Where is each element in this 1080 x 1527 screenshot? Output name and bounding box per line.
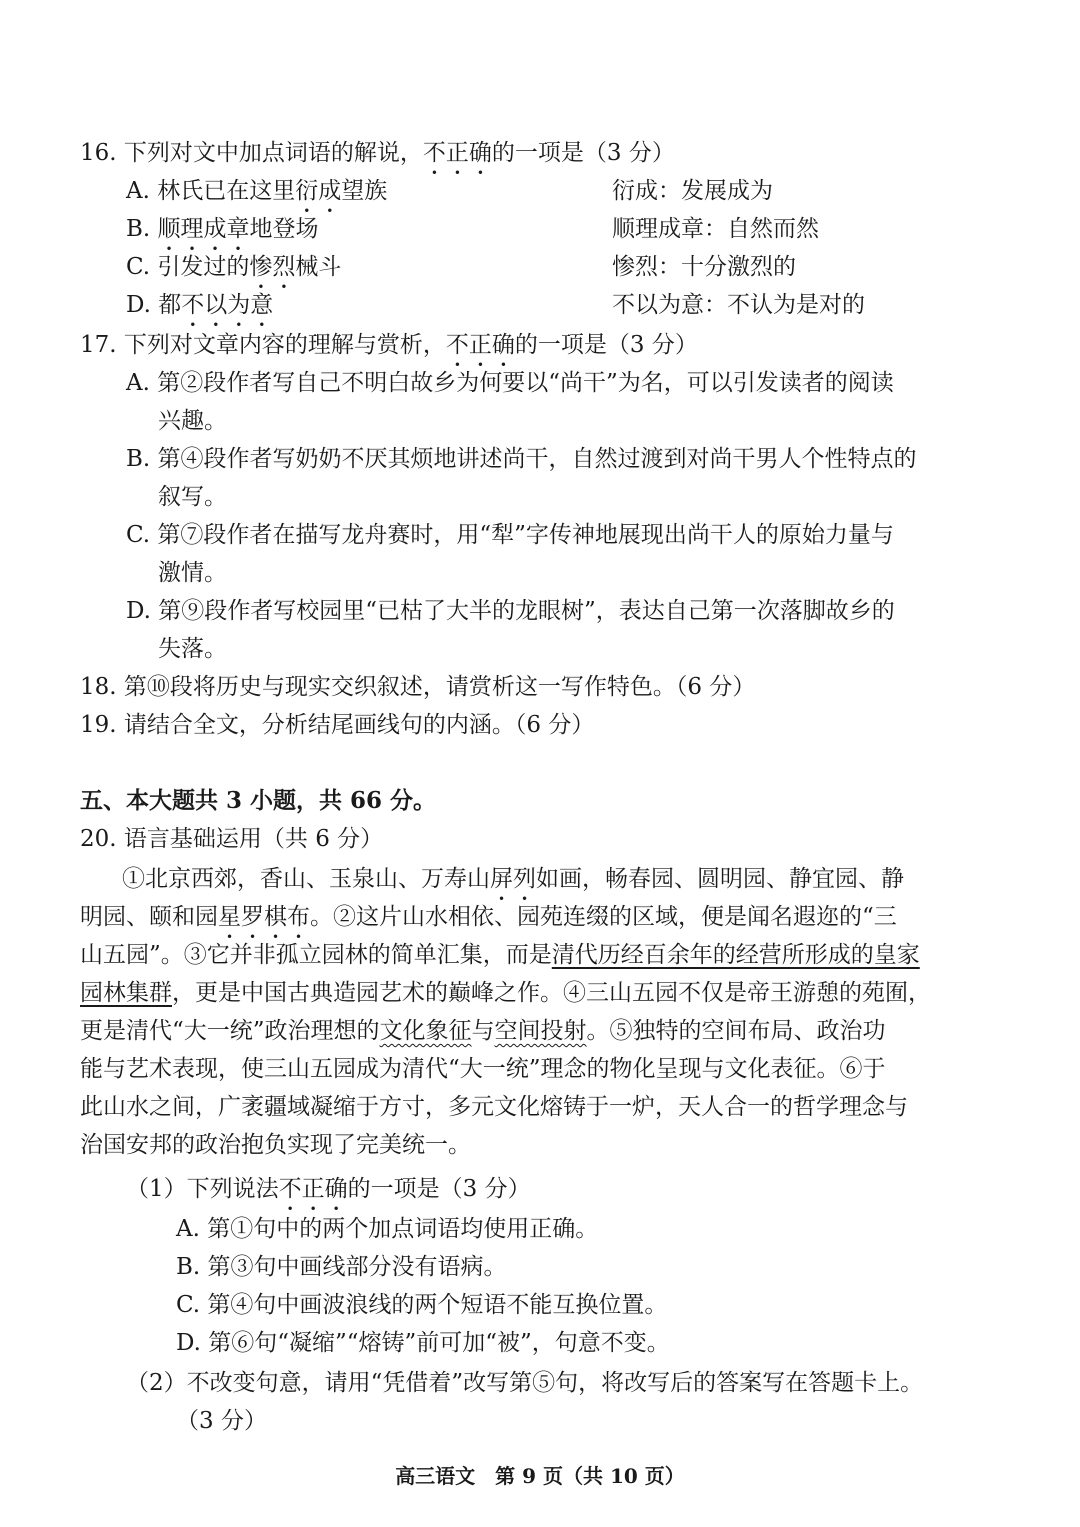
page-footer: 高三语文 第 9 页（共 10 页） xyxy=(395,1464,685,1488)
q16-option-b: B. 顺理成章地登场 xyxy=(126,216,319,242)
q16-option-a: A. 林氏已在这里衍成望族 xyxy=(126,178,388,204)
q20-title: 20. 语言基础运用（共 6 分） xyxy=(80,826,384,852)
q20-sub1-option-c: C. 第④句中画波浪线的两个短语不能互换位置。 xyxy=(176,1292,668,1318)
q17-option-d-line2: 失落。 xyxy=(158,636,227,662)
q18: 18. 第⑩段将历史与现实交织叙述，请赏析这一写作特色。（6 分） xyxy=(80,674,756,700)
q16-option-d: D. 都不以为意 xyxy=(126,292,274,318)
section-5-heading: 五、本大题共 3 小题，共 66 分。 xyxy=(80,787,437,814)
q16-option-c: C. 引发过的惨烈械斗 xyxy=(126,254,342,280)
passage-line-5: 更是清代“大一统”政治理想的文化象征与空间投射。⑤独特的空间布局、政治功 xyxy=(80,1018,886,1044)
q16-gloss-b: 顺理成章：自然而然 xyxy=(612,216,819,242)
passage-line-8: 治国安邦的政治抱负实现了完美统一。 xyxy=(80,1132,471,1158)
q20-sub1-option-a: A. 第①句中的两个加点词语均使用正确。 xyxy=(176,1216,599,1242)
q20-sub2-points: （3 分） xyxy=(176,1408,267,1434)
q20-sub1-option-d: D. 第⑥句“凝缩”“熔铸”前可加“被”，句意不变。 xyxy=(176,1330,670,1356)
q17-option-a-line2: 兴趣。 xyxy=(158,408,227,434)
q17-stem: 17. 下列对文章内容的理解与赏析，不正确的一项是（3 分） xyxy=(80,332,698,358)
q17-option-b-line1: B. 第④段作者写奶奶不厌其烦地讲述尚干，自然过渡到对尚干男人个性特点的 xyxy=(126,446,917,472)
passage-line-6: 能与艺术表现，使三山五园成为清代“大一统”理念的物化呈现与文化表征。⑥于 xyxy=(80,1056,886,1082)
passage-line-7: 此山水之间，广袤疆域凝缩于方寸，多元文化熔铸于一炉，天人合一的哲学理念与 xyxy=(80,1094,908,1120)
q16-gloss-c: 惨烈：十分激烈的 xyxy=(612,254,796,280)
q17-option-b-line2: 叙写。 xyxy=(158,484,227,510)
q20-sub1-option-b: B. 第③句中画线部分没有语病。 xyxy=(176,1254,507,1280)
q17-option-c-line2: 激情。 xyxy=(158,560,227,586)
passage-line-1: ①北京西郊，香山、玉泉山、万寿山屏列如画，畅春园、圆明园、静宜园、静 xyxy=(122,866,904,892)
q16-gloss-a: 衍成：发展成为 xyxy=(612,178,773,204)
q17-option-c-line1: C. 第⑦段作者在描写龙舟赛时，用“犁”字传神地展现出尚干人的原始力量与 xyxy=(126,522,894,548)
q20-sub2-stem: （2）不改变句意，请用“凭借着”改写第⑤句，将改写后的答案写在答题卡上。 xyxy=(126,1370,924,1396)
q16-stem: 16. 下列对文中加点词语的解说，不正确的一项是（3 分） xyxy=(80,140,675,166)
passage-line-2: 明园、颐和园星罗棋布。②这片山水相依、园苑连缀的区域，便是闻名遐迩的“三 xyxy=(80,904,897,930)
q17-option-d-line1: D. 第⑨段作者写校园里“已枯了大半的龙眼树”，表达自己第一次落脚故乡的 xyxy=(126,598,895,624)
q17-option-a-line1: A. 第②段作者写自己不明白故乡为何要以“尚干”为名，可以引发读者的阅读 xyxy=(126,370,894,396)
q16-gloss-d: 不以为意：不认为是对的 xyxy=(612,292,865,318)
q19: 19. 请结合全文，分析结尾画线句的内涵。（6 分） xyxy=(80,712,595,738)
q20-sub1-stem: （1）下列说法不正确的一项是（3 分） xyxy=(126,1176,531,1202)
passage-line-4: 园林集群，更是中国古典造园艺术的巅峰之作。④三山五园不仅是帝王游憩的苑囿， xyxy=(80,980,931,1006)
passage-line-3: 山五园”。③它并非孤立园林的简单汇集，而是清代历经百余年的经营所形成的皇家 xyxy=(80,942,920,968)
